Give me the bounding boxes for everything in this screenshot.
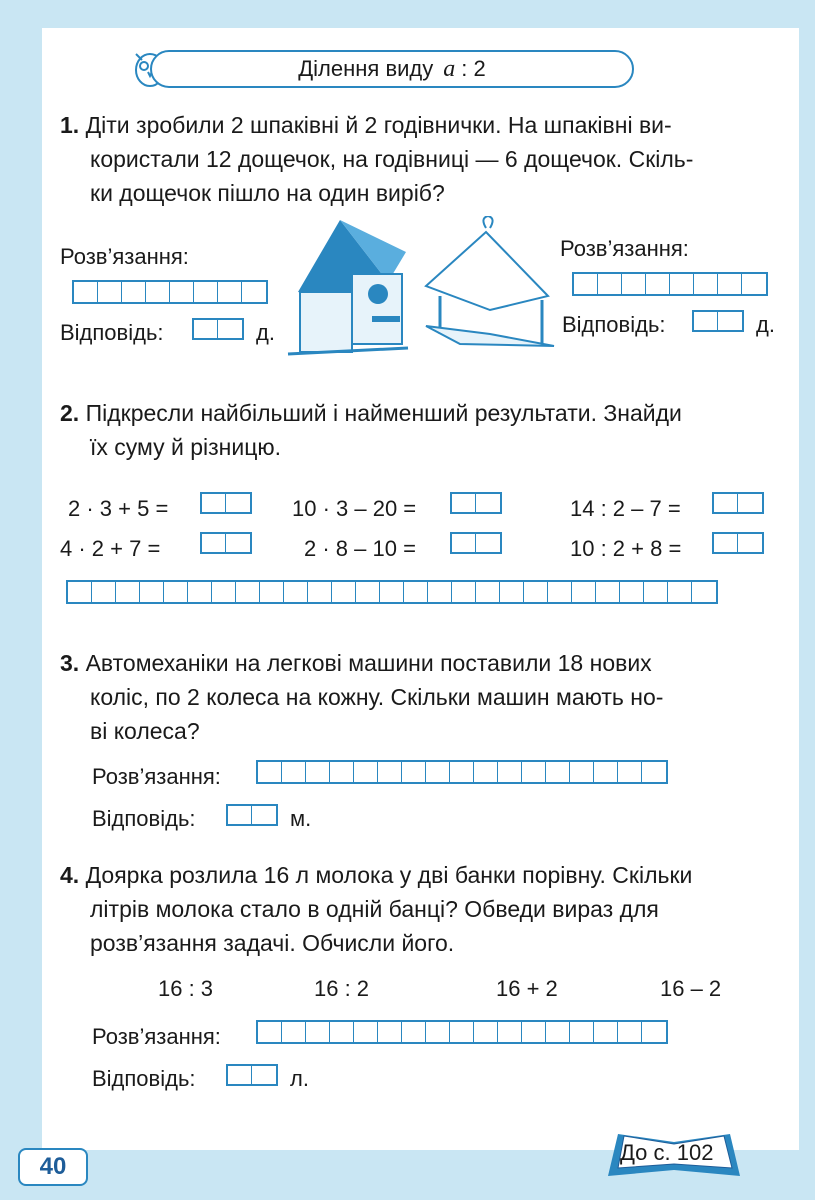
page-reference: До с. 102: [620, 1140, 714, 1165]
expression: 10 : 2 + 8 =: [570, 536, 682, 561]
solution-grid[interactable]: [72, 280, 268, 304]
task-2: [60, 396, 682, 464]
answer-box[interactable]: [712, 532, 764, 554]
task-text: Доярка розлила 16 л молока у дві банки порівну. Скільки: [85, 862, 693, 888]
expression: 4 · 2 + 7 =: [60, 536, 161, 561]
task-text: Діти зробили 2 шпаківні й 2 годівнички. На шпаківні ви-: [85, 112, 672, 138]
expression: 2 · 8 – 10 =: [304, 536, 416, 561]
answer-box[interactable]: [192, 318, 244, 340]
solution-grid[interactable]: [256, 760, 668, 784]
answer-box[interactable]: [226, 1064, 278, 1086]
task-text: користали 12 дощечок, на годівниці — 6 дощечок. Скіль-: [90, 146, 694, 172]
task-1: [60, 108, 693, 210]
answer-box[interactable]: [450, 532, 502, 554]
unit-label: д.: [756, 312, 775, 337]
solution-label: Розв’язання:: [560, 236, 689, 261]
expression: 10 · 3 – 20 =: [292, 496, 417, 521]
task-3: [60, 646, 663, 748]
page-title: [150, 50, 634, 88]
task-number: 1.: [60, 112, 80, 138]
solution-grid[interactable]: [256, 1020, 668, 1044]
task-text: розв’язання задачі. Обчисли його.: [90, 930, 455, 956]
unit-label: л.: [290, 1066, 309, 1091]
task-text: Автомеханіки на легкові машини поставили 18 нових: [85, 650, 652, 676]
unit-label: д.: [256, 320, 275, 345]
answer-box[interactable]: [200, 492, 252, 514]
task-text: літрів молока стало в одній банці? Обведи вираз для: [90, 896, 659, 922]
task-number: 3.: [60, 650, 80, 676]
task-text: їх суму й різницю.: [90, 434, 282, 460]
answer-label: Відповідь:: [92, 806, 196, 831]
expression-option[interactable]: 16 + 2: [496, 976, 558, 1001]
title-variable: a: [443, 55, 456, 82]
answer-box[interactable]: [450, 492, 502, 514]
task-number: 4.: [60, 862, 80, 888]
task-number: 2.: [60, 400, 80, 426]
answer-label: Відповідь:: [92, 1066, 196, 1091]
task-text: ки дощечок пішло на один виріб?: [90, 180, 445, 206]
task-text: ві колеса?: [90, 718, 200, 744]
solution-label: Розв’язання:: [92, 764, 221, 789]
title-suffix: : 2: [461, 56, 486, 81]
answer-label: Відповідь:: [562, 312, 666, 337]
expression-option[interactable]: 16 : 2: [314, 976, 370, 1001]
title-text: Ділення виду: [298, 56, 434, 81]
expression-option[interactable]: 16 – 2: [660, 976, 722, 1001]
bird-feeder-icon: [420, 216, 560, 356]
answer-box[interactable]: [692, 310, 744, 332]
answer-box[interactable]: [226, 804, 278, 826]
solution-grid[interactable]: [572, 272, 768, 296]
page-number: 40: [18, 1148, 88, 1186]
task-4: [60, 858, 692, 960]
task-text: Підкресли найбільший і найменший результати. Знайди: [85, 400, 682, 426]
solution-label: Розв’язання:: [92, 1024, 221, 1049]
expression-option[interactable]: 16 : 3: [158, 976, 214, 1001]
answer-box[interactable]: [712, 492, 764, 514]
task-text: коліс, по 2 колеса на кожну. Скільки машин мають но-: [90, 684, 664, 710]
solution-label: Розв’язання:: [60, 244, 189, 269]
birdhouse-icon: [278, 212, 418, 362]
calculation-grid[interactable]: [66, 580, 718, 604]
unit-label: м.: [290, 806, 312, 831]
answer-box[interactable]: [200, 532, 252, 554]
answer-label: Відповідь:: [60, 320, 164, 345]
expression: 14 : 2 – 7 =: [570, 496, 681, 521]
expression: 2 · 3 + 5 =: [68, 496, 169, 521]
